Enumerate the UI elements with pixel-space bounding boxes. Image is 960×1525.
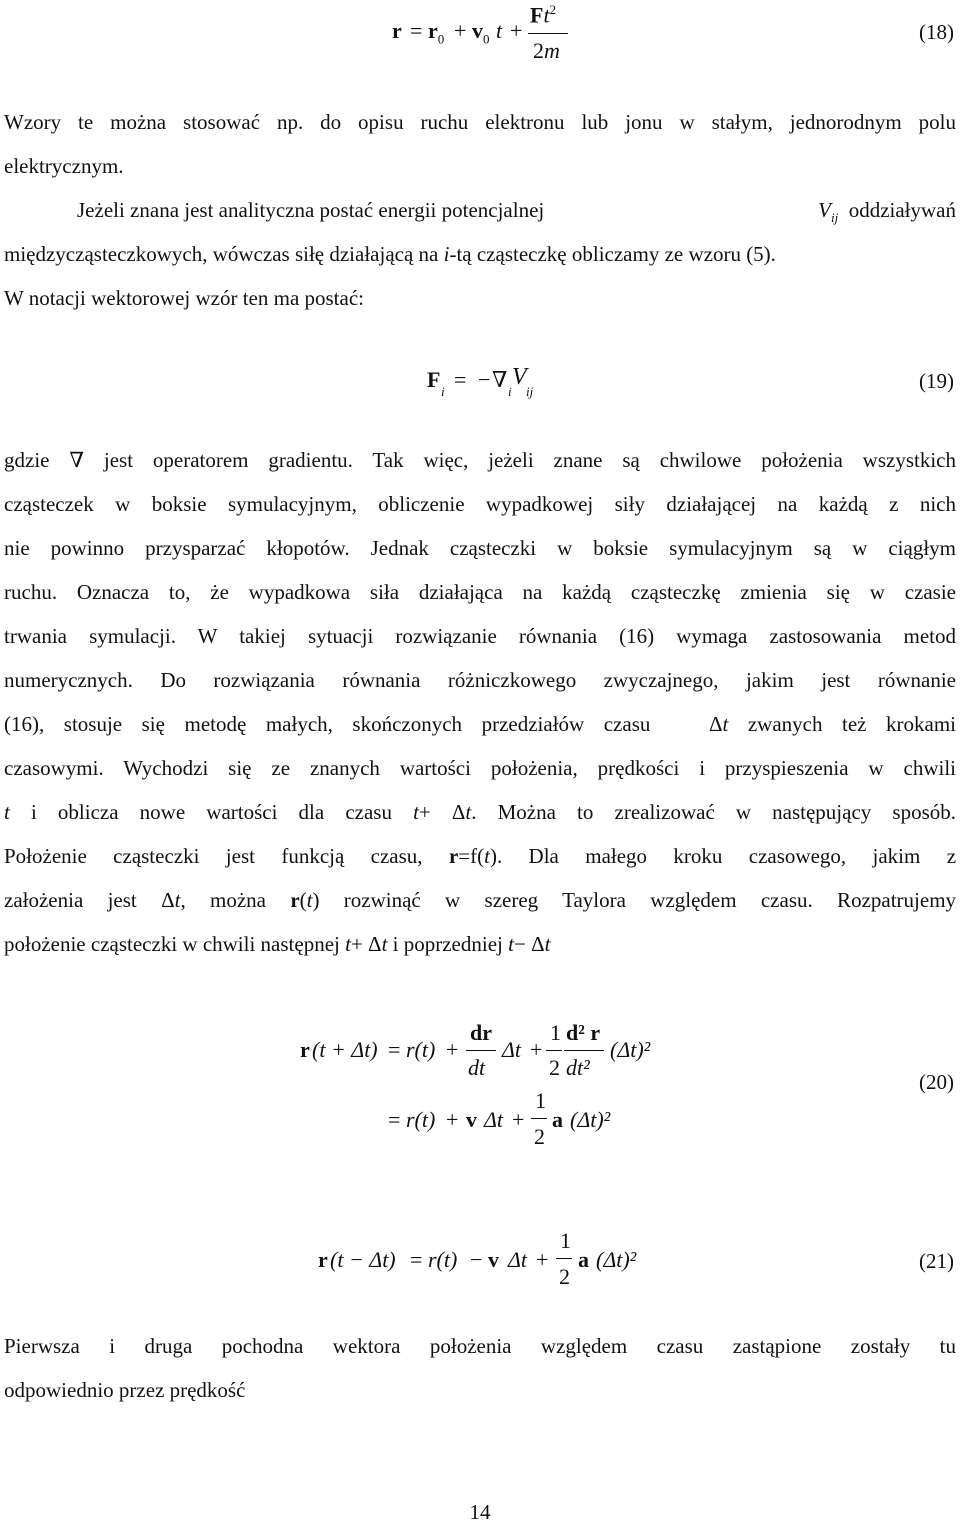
- paragraph-line: trwania symulacji. W takiej sytuacji rozwiązanie równania (16) wymaga zastosowania metod: [4, 624, 956, 648]
- paragraph-line: ruchu. Oznacza to, że wypadkowa siła działająca na każdą cząsteczkę zmienia się w czasie: [4, 580, 956, 604]
- paragraph-line: położenie cząsteczki w chwili następnej t+ Δt i poprzedniej t− Δt: [4, 932, 551, 956]
- equation-number: (20): [919, 1070, 954, 1094]
- fraction-bar: [531, 1118, 547, 1119]
- fraction-bar: [466, 1050, 496, 1051]
- paragraph-line: t i oblicza nowe wartości dla czasu t+ Δt. Można to zrealizować w następujący sposób.: [4, 800, 957, 824]
- paragraph-line: elektrycznym.: [4, 154, 124, 178]
- paragraph-line: Wzory te można stosować np. do opisu ruchu elektronu lub jonu w stałym, jednorodnym polu: [4, 110, 956, 134]
- paragraph-line: W notacji wektorowej wzór ten ma postać:: [4, 286, 364, 310]
- paragraph-line: założenia jest Δt, można r(t) rozwinąć w szereg Taylora względem czasu. Rozpatrujemy: [4, 888, 957, 912]
- paragraph-line: odpowiednio przez prędkość: [4, 1378, 246, 1402]
- paragraph-line: gdzie ∇ jest operatorem gradientu. Tak więc, jeżeli znane są chwilowe położenia wszystkich: [4, 448, 956, 472]
- fraction-bar: [564, 1050, 604, 1051]
- paragraph-line: Pierwsza i druga pochodna wektora położenia względem czasu zastąpione zostały tu: [4, 1334, 956, 1358]
- paragraph-line: Położenie cząsteczki jest funkcją czasu, r=f(t). Dla małego kroku czasowego, jakim z: [4, 844, 957, 868]
- fraction-bar: [528, 33, 568, 34]
- equation-number: (18): [919, 20, 954, 44]
- paragraph-line: międzycząsteczkowych, wówczas siłę działającą na i-tą cząsteczkę obliczamy ze wzoru (5).: [4, 242, 776, 266]
- page-number: 14: [469, 1500, 491, 1524]
- paragraph-line: (16), stosuje się metodę małych, skończonych przedziałów czasu Δt zwanych też krokami: [4, 712, 957, 736]
- equation-number: (19): [919, 369, 954, 393]
- paragraph-line: Jeżeli znana jest analityczna postać energii potencjalnej $V_{ij}$ oddziaływań: [77, 198, 956, 226]
- paragraph-line: nie powinno przysparzać kłopotów. Jednak cząsteczki w boksie symulacyjnym są w ciągłym: [4, 536, 956, 560]
- paragraph-line: numerycznych. Do rozwiązania równania różniczkowego zwyczajnego, jakim jest równanie: [4, 668, 956, 692]
- fraction-bar: [556, 1258, 572, 1259]
- paragraph-line: cząsteczek w boksie symulacyjnym, obliczenie wypadkowej siły działającej na każdą z nich: [4, 492, 956, 516]
- paragraph-line: czasowymi. Wychodzi się ze znanych wartości położenia, prędkości i przyspieszenia w chwili: [4, 756, 956, 780]
- fraction-bar: [546, 1050, 562, 1051]
- equation-number: (21): [919, 1249, 954, 1273]
